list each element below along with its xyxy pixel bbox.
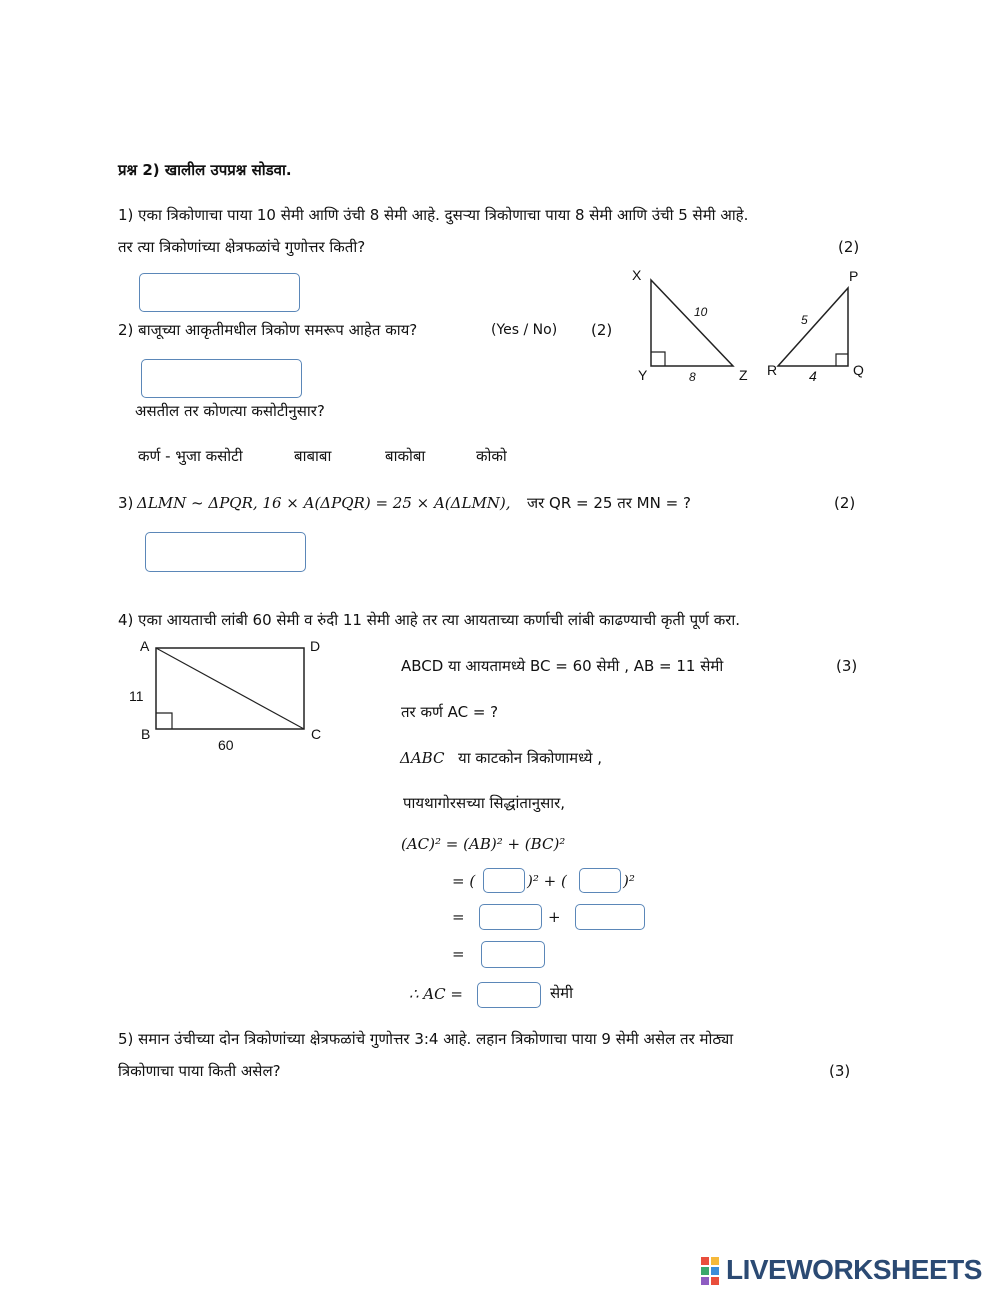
q2-answer-input[interactable] (141, 359, 302, 398)
label-z: Z (739, 367, 748, 383)
ac-input[interactable] (477, 982, 541, 1008)
right-angle-y (651, 352, 665, 366)
q4-equation: (AC)² = (AB)² + (BC)² (401, 835, 566, 853)
eq2-close: )² (623, 872, 635, 890)
q2-question: 2) बाजूच्या आकृतीमधील त्रिकोण समरूप आहेत काय? (118, 321, 418, 339)
right-angle-b (156, 713, 172, 729)
eq2-mid: )² + ( (527, 872, 567, 890)
eq4-equals: = (452, 945, 465, 963)
right-angle-q (836, 354, 848, 366)
q3-math: ΔLMN ~ ΔPQR, 16 × A(ΔPQR) = 25 × A(ΔLMN), (137, 494, 511, 512)
label-xz: 10 (694, 305, 708, 319)
eq2-open: = ( (452, 872, 476, 890)
label-r: R (767, 362, 778, 378)
q1-line1: 1) एका त्रिकोणाचा पाया 10 सेमी आणि उंची 8 सेमी आहे. दुसऱ्या त्रिकोणाचा पाया 8 सेमी आणि उंची 5 सेमी आहे. (118, 206, 749, 224)
label-c: C (311, 726, 322, 742)
q3-number: 3) (118, 494, 134, 512)
q4-given: ABCD या आयतामध्ये BC = 60 सेमी , AB = 11 सेमी (401, 657, 724, 675)
q1-answer-input[interactable] (139, 273, 300, 312)
q4-question: 4) एका आयताची लांबी 60 सेमी व रुंदी 11 सेमी आहे तर त्या आयताच्या कर्णाची लांबी काढण्याची कृती पूर्ण करा. (118, 611, 741, 629)
label-a: A (140, 638, 150, 654)
liveworksheets-logo (700, 1254, 996, 1288)
q4-marks: (3) (836, 657, 858, 675)
q2-marks: (2) (591, 321, 613, 339)
label-q: Q (853, 362, 864, 378)
label-d: D (310, 638, 321, 654)
q2-followup: असतील तर कोणत्या कसोटीनुसार? (135, 402, 325, 420)
ab-input[interactable] (483, 868, 525, 893)
diagonal-ac (156, 648, 304, 729)
ab-square-input[interactable] (479, 904, 542, 930)
eq3-equals: = (452, 908, 465, 926)
bc-square-input[interactable] (575, 904, 645, 930)
q1-line2: तर त्या त्रिकोणांच्या क्षेत्रफळांचे गुणोत्तर किती? (118, 238, 366, 256)
label-p: P (849, 268, 859, 284)
q3-text: जर QR = 25 तर MN = ? (527, 494, 691, 512)
ac-unit: सेमी (550, 984, 573, 1002)
q4-to-find: तर कर्ण AC = ? (401, 703, 499, 721)
q3-answer-input[interactable] (145, 532, 306, 572)
liveworksheets-logo-icon (700, 1256, 722, 1286)
therefore-ac: ∴ AC = (409, 985, 463, 1003)
q4-triangle-symbol: ΔABC (400, 749, 445, 767)
triangle-xyz (651, 280, 733, 366)
q5-line2: त्रिकोणाचा पाया किती असेल? (118, 1062, 281, 1080)
q1-marks: (2) (838, 238, 860, 256)
q4-pythagoras: पायथागोरसच्या सिद्धांतानुसार, (403, 794, 566, 812)
label-ab-length: 11 (129, 688, 144, 704)
q2-choice-2[interactable]: बाबाबा (294, 447, 332, 465)
q4-triangle-text: या काटकोन त्रिकोणामध्ये , (458, 749, 602, 767)
label-rq: 4 (809, 368, 817, 384)
label-pr: 5 (801, 313, 808, 327)
q2-choice-4[interactable]: कोको (476, 447, 507, 465)
q5-line1: 5) समान उंचीच्या दोन त्रिकोणांच्या क्षेत्रफळांचे गुणोत्तर 3:4 आहे. लहान त्रिकोणाचा पाया 9 सेमी असेल तर मोठ्या (118, 1030, 734, 1048)
q2-triangles-figure (620, 270, 880, 390)
bc-input[interactable] (579, 868, 621, 893)
label-bc-length: 60 (218, 737, 234, 753)
section-heading: प्रश्न 2) खालील उपप्रश्न सोडवा. (118, 161, 292, 179)
q2-choice-3[interactable]: बाकोबा (385, 447, 426, 465)
label-b: B (141, 726, 151, 742)
liveworksheets-logo-text: LIVEWORKSHEETS (726, 1254, 982, 1285)
label-yz: 8 (689, 370, 696, 384)
label-y: Y (638, 367, 648, 383)
q5-marks: (3) (829, 1062, 851, 1080)
sum-input[interactable] (481, 941, 545, 968)
eq3-plus: + (548, 908, 561, 926)
q2-options: (Yes / No) (491, 322, 558, 338)
q4-rectangle-figure (150, 640, 320, 740)
q2-choice-1[interactable]: कर्ण - भुजा कसोटी (138, 447, 243, 465)
q3-marks: (2) (834, 494, 856, 512)
label-x: X (632, 267, 642, 283)
